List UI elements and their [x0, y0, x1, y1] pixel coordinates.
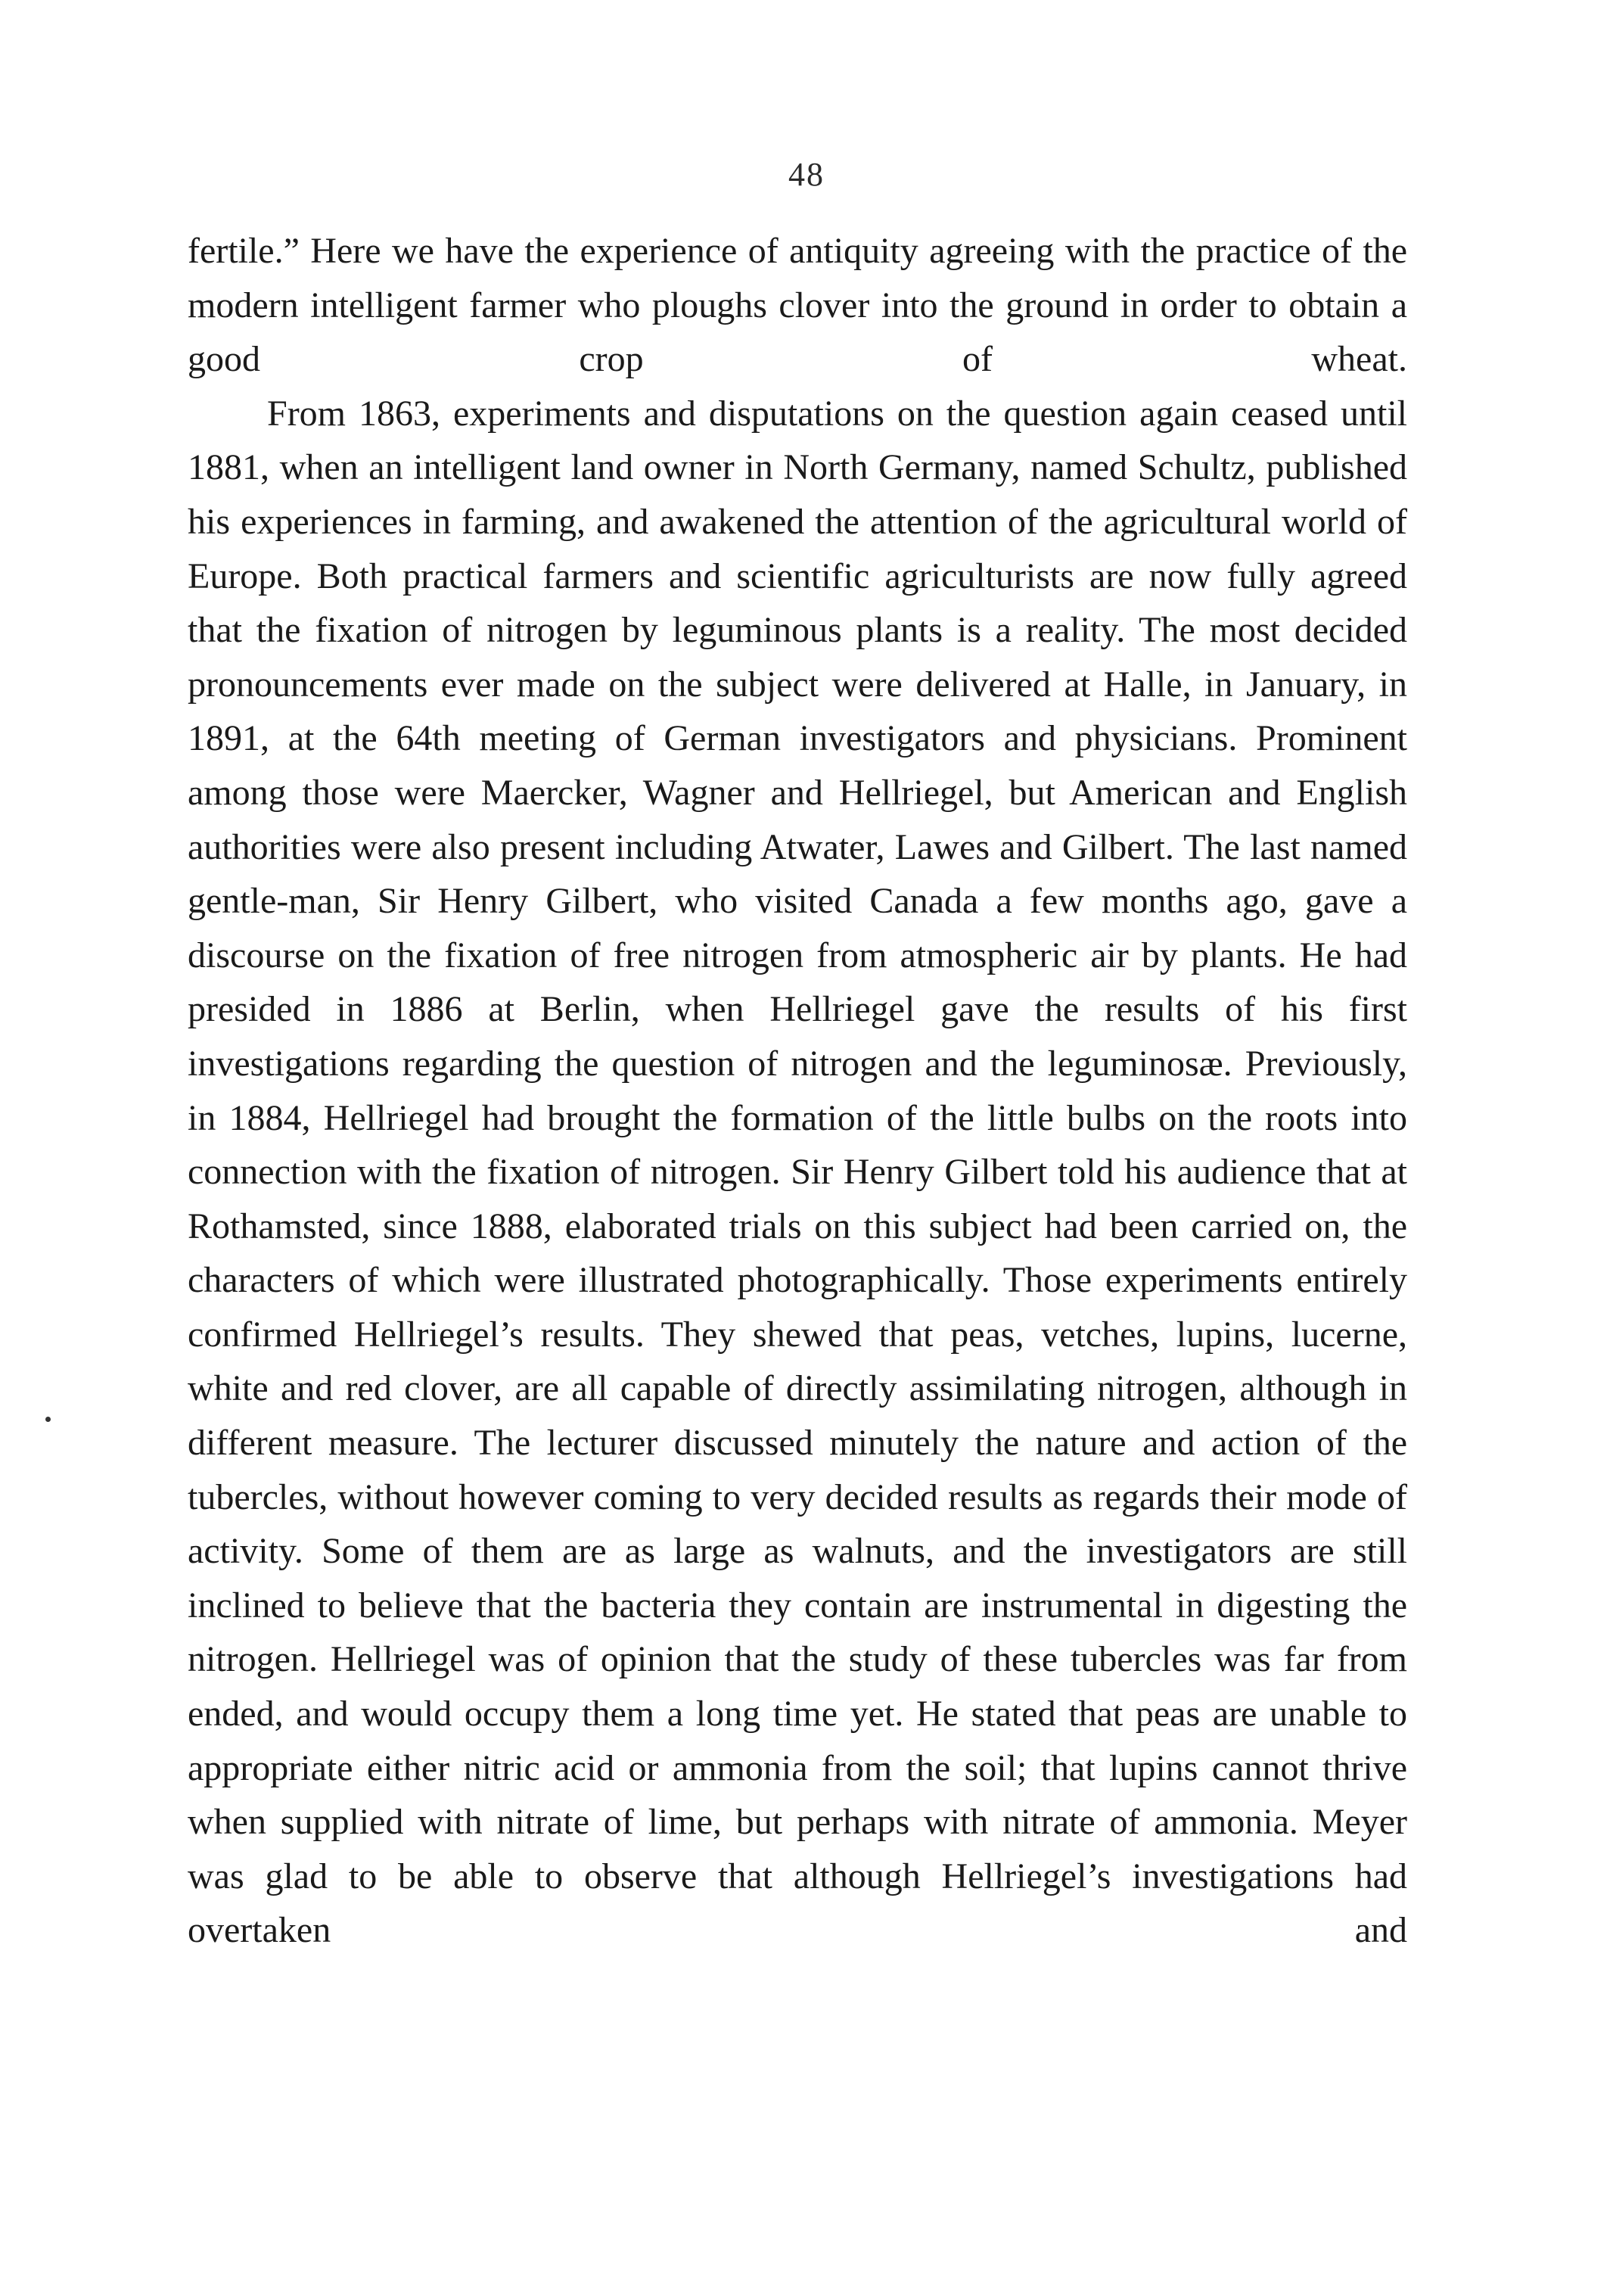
scan-speck	[45, 1417, 51, 1422]
paragraph-continuation: fertile.” Here we have the experience of antiquity agreeing with the practice of the modern intelligent farmer who ploughs clover into the ground in order to obtain a good crop of wheat.	[188, 231, 1407, 380]
page-number: 48	[788, 156, 825, 193]
paragraph-nitrogen-fixation: From 1863, experiments and disputations on the question again ceased until 1881, when an intelligent land owner in North Germany, named Schultz, published his experiences in farming, and awakened the attention of the agricultural world of Europe. Both practical farmers and scientific agriculturists are now fully agreed that the fixation of nitrogen by leguminous plants is a reality. The most decided pronouncements ever made on the subject were delivered at Halle, in January, in 1891, at the 64th meeting of German investigators and physicians. Prominent among those were Maercker, Wagner and Hellriegel, but American and English authorities were also present including Atwater, Lawes and Gilbert. The last named gentle-man, Sir Henry Gilbert, who visited Canada a few months ago, gave a discourse on the fixation of free nitrogen from atmospheric air by plants. He had presided in 1886 at Berlin, when Hellriegel gave the results of his first investigations regarding the question of nitrogen and the leguminosæ. Previously, in 1884, Hellriegel had brought the formation of the little bulbs on the roots into connection with the fixation of nitrogen. Sir Henry Gilbert told his audience that at Rothamsted, since 1888, elaborated trials on this subject had been carried on, the characters of which were illustrated photographically. Those experiments entirely confirmed Hellriegel’s results. They shewed that peas, vetches, lupins, lucerne, white and red clover, are all capable of directly assimilating nitrogen, although in different measure. The lecturer discussed minutely the nature and action of the tubercles, without however coming to very decided results as regards their mode of activity. Some of them are as large as walnuts, and the investigators are still inclined to believe that the bacteria they contain are instrumental in digesting the nitrogen. Hellriegel was of opinion that the study of these tubercles was far from ended, and would occupy them a long time yet. He stated that peas are unable to appropriate either nitric acid or ammonia from the soil; that lupins cannot thrive when supplied with nitrate of lime, but perhaps with nitrate of ammonia. Meyer was glad to be able to observe that although Hellriegel’s investigations had overtaken and	[188, 393, 1407, 1951]
body-text	[188, 224, 1407, 1958]
